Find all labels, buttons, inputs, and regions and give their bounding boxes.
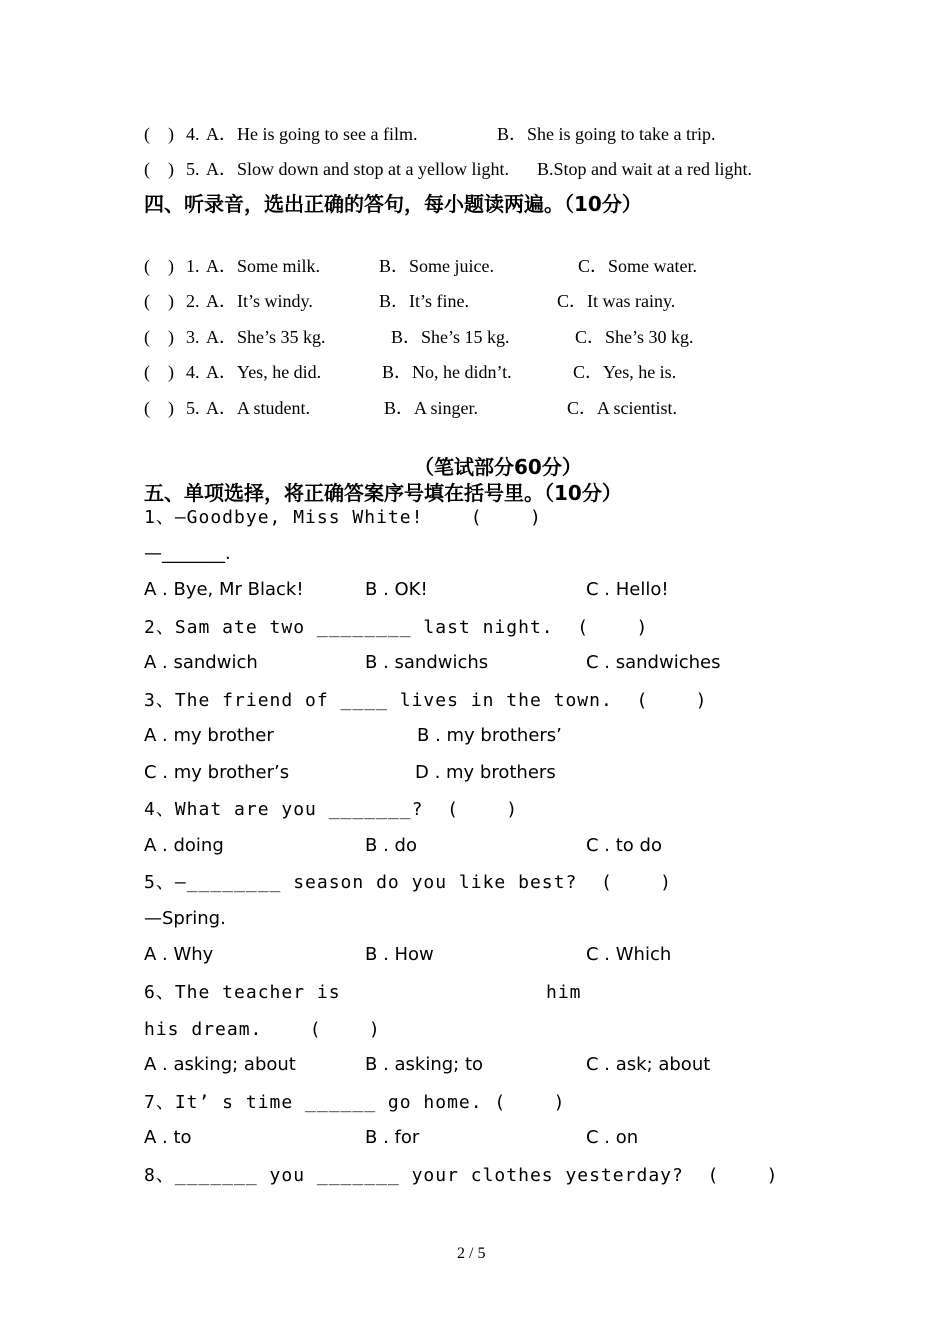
q1-stem: 1、—Goodbye, Miss White! ( ) xyxy=(144,507,542,528)
q1-reply: —_______. xyxy=(144,543,231,564)
question-number: 2. xyxy=(186,291,200,311)
option-c: C．A scientist. xyxy=(567,398,678,418)
answer-paren[interactable]: ( ) xyxy=(144,398,174,418)
section4-title: 四、听录音，选出正确的答句，每小题读两遍。（10分） xyxy=(144,192,642,216)
q6-stem-mid: him xyxy=(546,982,582,1003)
q3-stem: 3、The friend of ____ lives in the town. ( ) xyxy=(144,690,708,711)
q6-stem-start: 6、The teacher is xyxy=(144,982,341,1003)
option-b: B . sandwichs xyxy=(365,652,489,673)
answer-paren[interactable]: ( ) xyxy=(144,256,174,276)
section5-title: 五、单项选择，将正确答案序号填在括号里。（10分） xyxy=(144,481,622,505)
question-number: 5. xyxy=(186,159,200,179)
q6-stem-end: his dream. ( ) xyxy=(144,1019,381,1040)
answer-paren[interactable]: ( ) xyxy=(144,124,174,144)
option-c: C . to do xyxy=(586,835,662,856)
option-a: A . Bye, Mr Black! xyxy=(144,579,304,600)
option-b: B．She’s 15 kg. xyxy=(391,327,510,347)
q7-stem: 7、It’ s time ______ go home. ( ) xyxy=(144,1092,566,1113)
question-number: 3. xyxy=(186,327,200,347)
option-c: C．It was rainy. xyxy=(557,291,676,311)
option-b: B．A singer. xyxy=(384,398,479,418)
option-c: C．Yes, he is. xyxy=(573,362,677,382)
option-b: B．It’s fine. xyxy=(379,291,469,311)
option-b: B . OK! xyxy=(365,579,428,600)
option-a: A．Yes, he did. xyxy=(206,362,322,382)
answer-paren[interactable]: ( ) xyxy=(144,362,174,382)
option-c: C．She’s 30 kg. xyxy=(575,327,694,347)
option-b: B.Stop and wait at a red light. xyxy=(537,159,752,179)
option-b: B．Some juice. xyxy=(379,256,494,276)
question-number: 4. xyxy=(186,362,200,382)
option-a: A．A student. xyxy=(206,398,311,418)
q4-stem: 4、What are you _______? ( ) xyxy=(144,799,519,820)
option-a: A．He is going to see a film. xyxy=(206,124,418,144)
option-c: C . my brother’s xyxy=(144,762,290,783)
option-c: C . Hello! xyxy=(586,579,669,600)
option-d: D . my brothers xyxy=(415,762,556,783)
option-a: A．She’s 35 kg. xyxy=(206,327,326,347)
option-b: B . How xyxy=(365,944,434,965)
q5-stem: 5、—________ season do you like best? ( ) xyxy=(144,872,672,893)
option-c: C . Which xyxy=(586,944,672,965)
option-b: B．No, he didn’t. xyxy=(382,362,512,382)
option-a: A . asking; about xyxy=(144,1054,296,1075)
question-number: 1. xyxy=(186,256,200,276)
option-b: B . do xyxy=(365,835,417,856)
written-part-title: （笔试部分60分） xyxy=(414,455,582,479)
option-c: C．Some water. xyxy=(578,256,697,276)
question-number: 5. xyxy=(186,398,200,418)
option-a: A . Why xyxy=(144,944,214,965)
option-b: B．She is going to take a trip. xyxy=(497,124,716,144)
q2-stem: 2、Sam ate two ________ last night. ( ) xyxy=(144,617,649,638)
option-c: C . on xyxy=(586,1127,639,1148)
option-a: A．Slow down and stop at a yellow light. xyxy=(206,159,509,179)
option-a: A．It’s windy. xyxy=(206,291,313,311)
option-b: B . my brothers’ xyxy=(417,725,562,746)
q8-stem: 8、_______ you _______ your clothes yesterday? ( ) xyxy=(144,1165,779,1186)
answer-paren[interactable]: ( ) xyxy=(144,291,174,311)
option-a: A．Some milk. xyxy=(206,256,321,276)
page-number: 2 / 5 xyxy=(457,1245,486,1262)
option-a: A . to xyxy=(144,1127,192,1148)
q5-reply: —Spring. xyxy=(144,908,226,929)
option-c: C . sandwiches xyxy=(586,652,721,673)
option-b: B . for xyxy=(365,1127,420,1148)
answer-paren[interactable]: ( ) xyxy=(144,327,174,347)
option-b: B . asking; to xyxy=(365,1054,484,1075)
option-a: A . sandwich xyxy=(144,652,258,673)
answer-paren[interactable]: ( ) xyxy=(144,159,174,179)
option-c: C . ask; about xyxy=(586,1054,711,1075)
question-number: 4. xyxy=(186,124,200,144)
option-a: A . my brother xyxy=(144,725,274,746)
option-a: A . doing xyxy=(144,835,224,856)
